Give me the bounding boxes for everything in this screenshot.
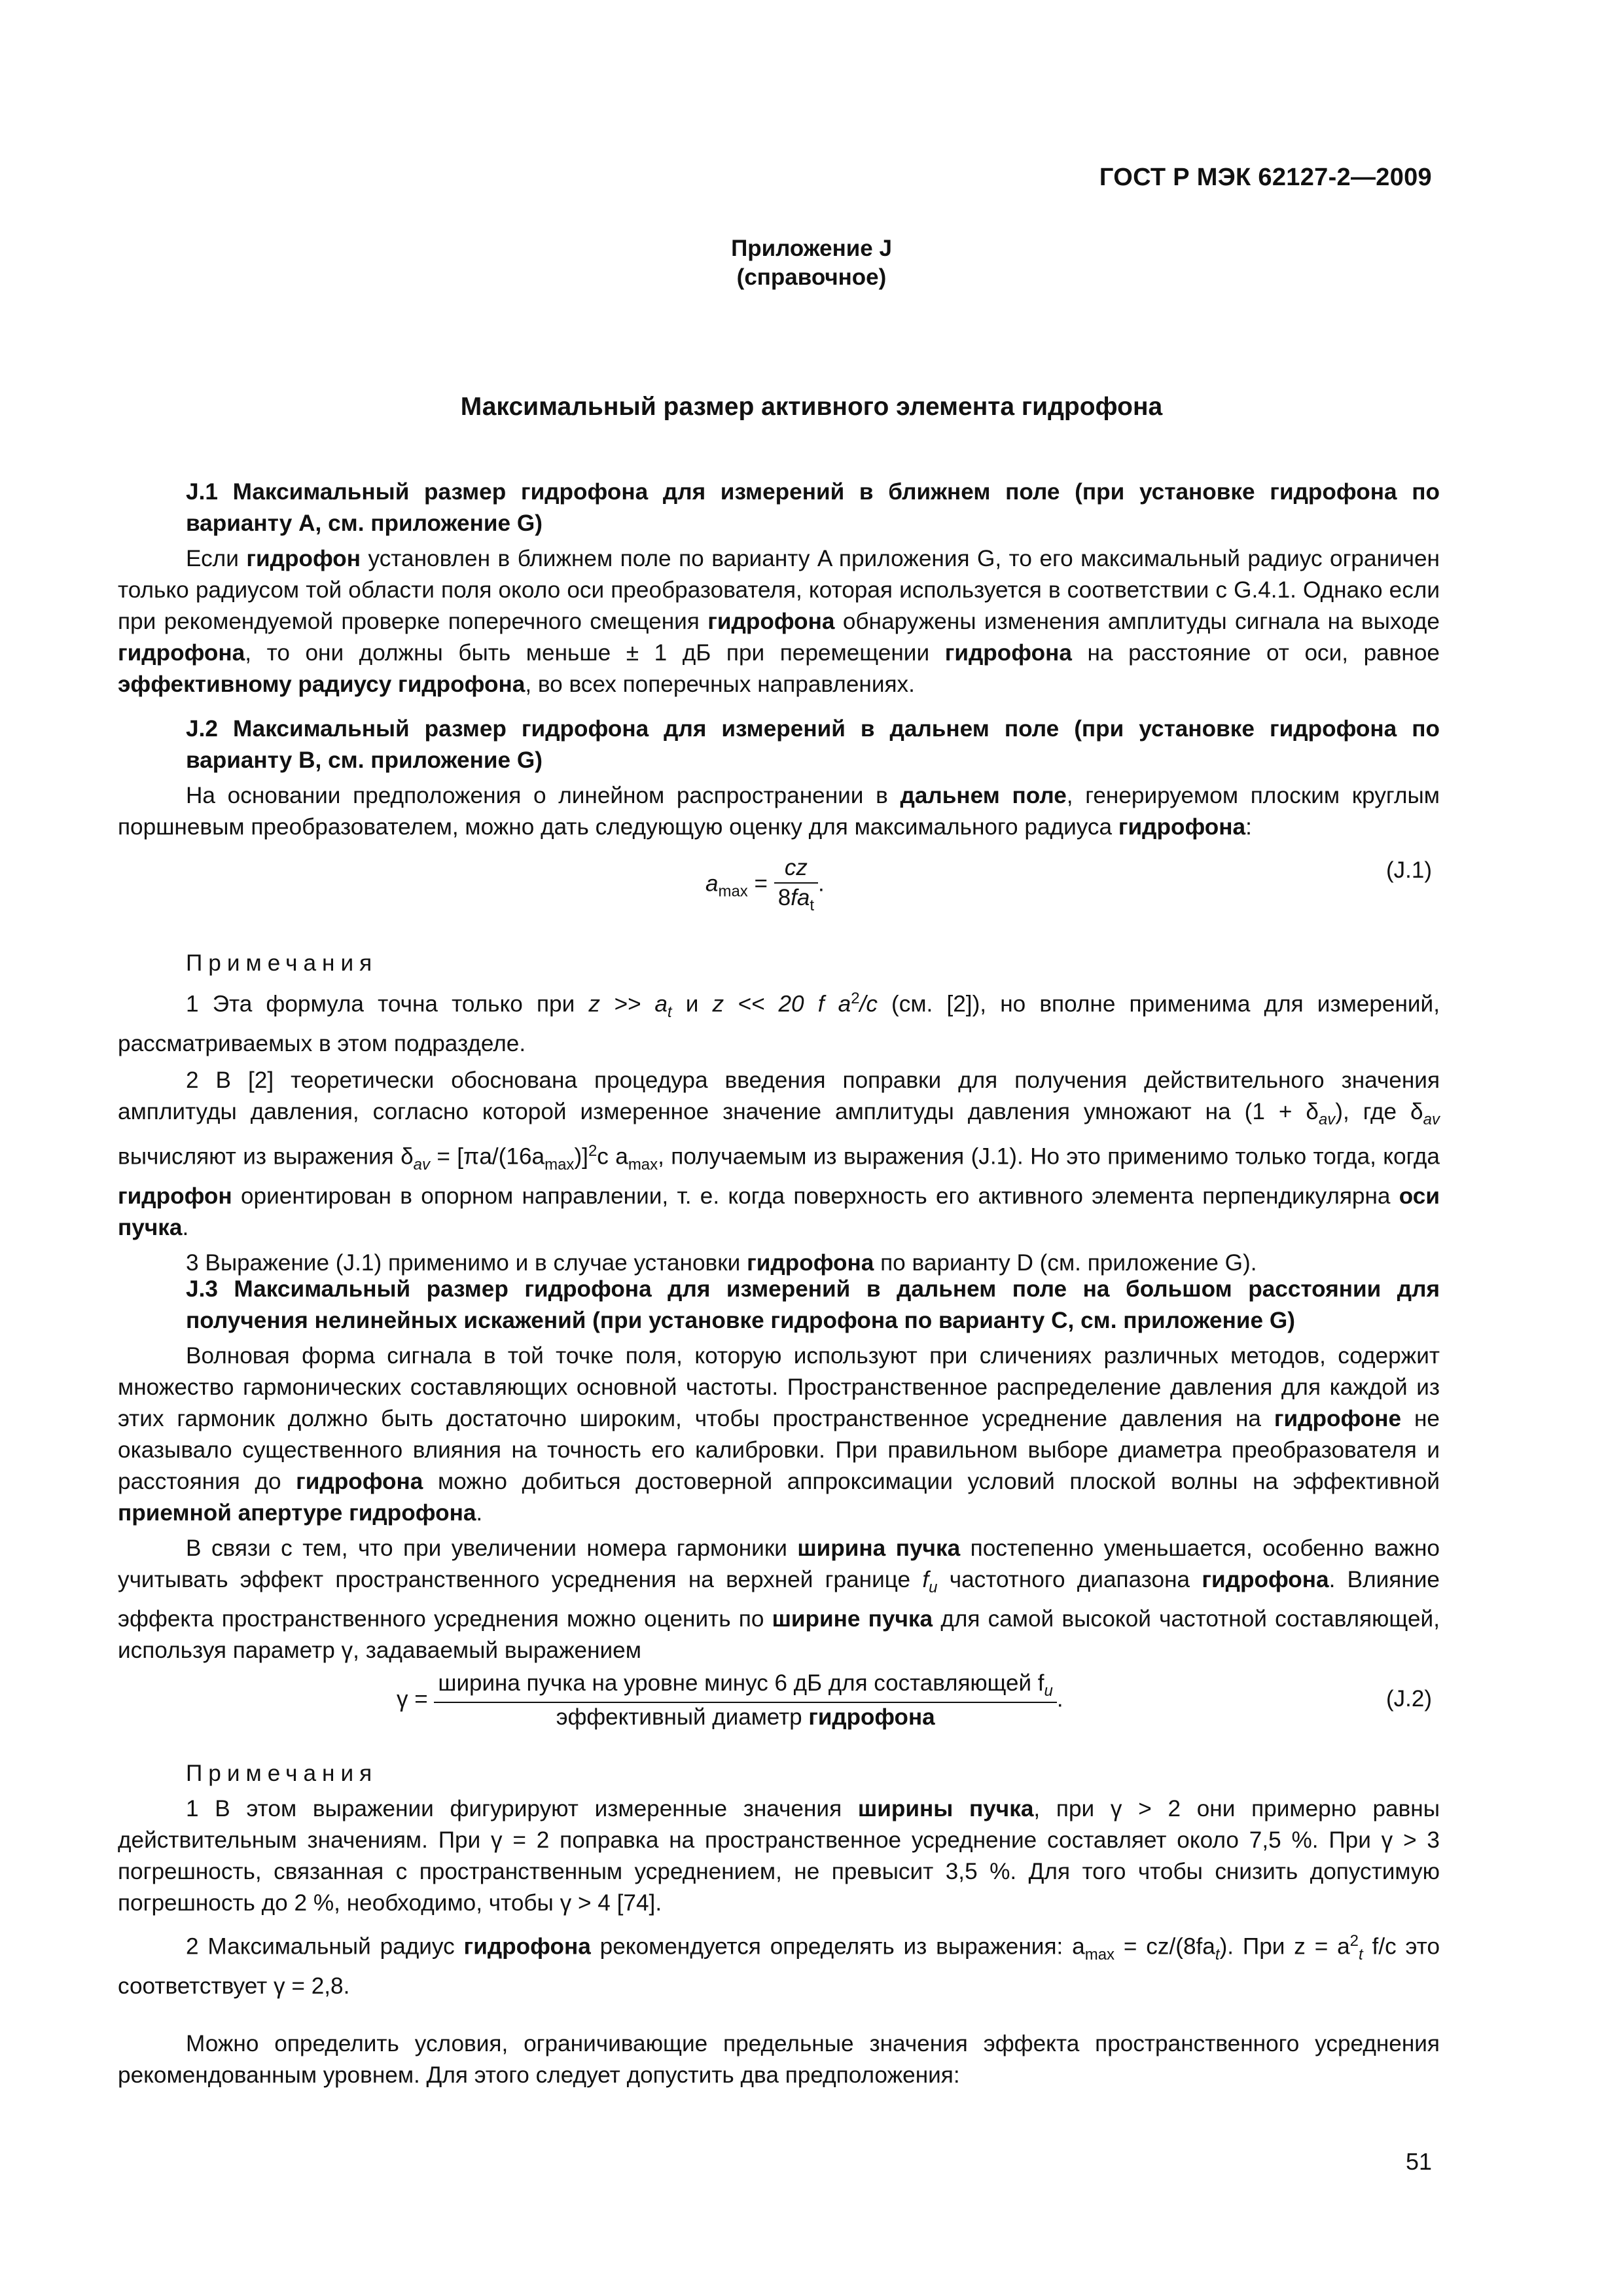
formula-j1: $a_{max}$ = $\frac{cz}{8fa_t}$ . bbox=[705, 855, 825, 914]
section-j1-paragraph: Если гидрофон установлен в ближнем поле по варианту A приложения G, то его максимальный радиус ограничен только радиусом той области поля около оси преобразователя, которая используется в соответствии с G.4.1. Однако если при рекомендуемой проверке поперечного смещения гидрофона обнаружены изменения амплитуды сигнала на выходе гидрофона, то они должны быть меньше ± 1 дБ при перемещении гидрофона на расстояние от оси, равное эффективному радиусу гидрофона, во всех поперечных направлениях. bbox=[118, 546, 1440, 697]
appendix-label: Приложение J bbox=[731, 236, 892, 261]
appendix-type: (справочное) bbox=[736, 264, 887, 290]
section-j3-paragraph-2: В связи с тем, что при увеличении номера гармоники ширина пучка постепенно уменьшается, особенно важно учитывать эффект пространственного усреднения на верхней границе $f_u$ частотного диапазона гидрофона. Влияние эффекта пространственного усреднения можно оценить по ширине пучка для самой высокой частотной составляющей, используя параметр γ, задаваемый выражением bbox=[118, 1535, 1440, 1664]
section-j3-paragraph-1: Волновая форма сигнала в той точке поля, которую используют при сличениях различных методов, содержит множество гармонических составляющих основной частоты. Пространственное распределение давления для каждой из этих гармоник должно быть достаточно широким, чтобы пространственное усреднение давления на гидрофоне не оказывало существенного влияния на точность его калибровки. При правильном выборе диаметра преобразователя и расстояния до гидрофона можно добиться достоверной аппроксимации условий плоской волны на эффективной приемной апертуре гидрофона. bbox=[118, 1343, 1440, 1526]
section-j2 bbox=[118, 713, 1440, 843]
equation-number-j2: (J.2) bbox=[1386, 1686, 1432, 1712]
note-2: 2 В [2] теоретически обоснована процедура введения поправки для получения действительного значения амплитуды давления, согласно которой измеренное значение амплитуды давления умножают на $(1 + \delta_{av})$, где $\delta_{av}$ вычисляют из выражения $\delta_{av} = [\pi a/(16a_{max})]^2c$ $a_{max}$, получаемым из выражения (J.1). Но это применимо только тогда, когда гидрофон ориентирован в опорном направлении, т. е. когда поверхность его активного элемента перпендикулярна оси пучка. bbox=[118, 1067, 1440, 1240]
note-2: 2 Максимальный радиус гидрофона рекомендуется определять из выражения: $a_{max} = cz/(8fa_t)$. При $z = a^2_t$ f/c это соответствует γ = 2,8. bbox=[118, 1932, 1440, 1999]
section-j3-notes bbox=[118, 1758, 1440, 2091]
note-1: 1 В этом выражении фигурируют измеренные значения ширины пучка, при γ > 2 они примерно равны действительным значениям. При γ = 2 поправка на пространственное усреднение составляет около 7,5 %. При γ > 3 погрешность, связанная с пространственным усреднением, не превысит 3,5 %. Для того чтобы снизить допустимую погрешность до 2 %, необходимо, чтобы γ > 4 [74]. bbox=[118, 1796, 1440, 1916]
section-j2-heading: J.2 Максимальный размер гидрофона для измерений в дальнем поле (при установке гидрофона по варианту B, см. приложение G) bbox=[186, 716, 1440, 773]
note-3: 3 Выражение (J.1) применимо и в случае установки гидрофона по варианту D (см. приложение G). bbox=[186, 1249, 1257, 1276]
appendix-heading bbox=[0, 234, 1623, 292]
section-j3-heading: J.3 Максимальный размер гидрофона для измерений в дальнем поле на большом расстоянии для получения нелинейных искажений (при установке гидрофона по варианту C, см. приложение G) bbox=[186, 1276, 1440, 1333]
section-j3 bbox=[118, 1274, 1440, 1666]
section-j1 bbox=[118, 476, 1440, 700]
section-j1-heading: J.1 Максимальный размер гидрофона для измерений в ближнем поле (при установке гидрофона по варианту A, см. приложение G) bbox=[186, 479, 1440, 536]
section-j3-paragraph-3: Можно определить условия, ограничивающие предельные значения эффекта пространственного усреднения рекомендованным уровнем. Для этого следует допустить два предположения: bbox=[118, 2030, 1440, 2088]
formula-j2: γ = $\frac{ширина пучка на уровне минус 6 дБ для составляющей f_u}{\text{эффективный диаметр гидрофона}}$ . bbox=[397, 1670, 1063, 1730]
note-1: 1 Эта формула точна только при $z >> a_t$ и z << 20 f $a^2/c$ (см. [2]), но вполне применима для измерений, рассматриваемых в этом подразделе. bbox=[118, 990, 1440, 1056]
equation-number-j1: (J.1) bbox=[1386, 857, 1432, 883]
notes-heading: Примечания bbox=[186, 1761, 378, 1786]
section-j2-notes bbox=[118, 948, 1440, 1279]
section-j2-paragraph: На основании предположения о линейном распространении в дальнем поле, генерируемом плоским круглым поршневым преобразователем, можно дать следующую оценку для максимального радиуса гидрофона: bbox=[118, 783, 1440, 840]
standard-header: ГОСТ Р МЭК 62127-2—2009 bbox=[1099, 164, 1432, 191]
page-title: Максимальный размер активного элемента гидрофона bbox=[460, 393, 1163, 421]
page-number: 51 bbox=[1405, 2148, 1432, 2175]
notes-heading: Примечания bbox=[186, 950, 378, 976]
